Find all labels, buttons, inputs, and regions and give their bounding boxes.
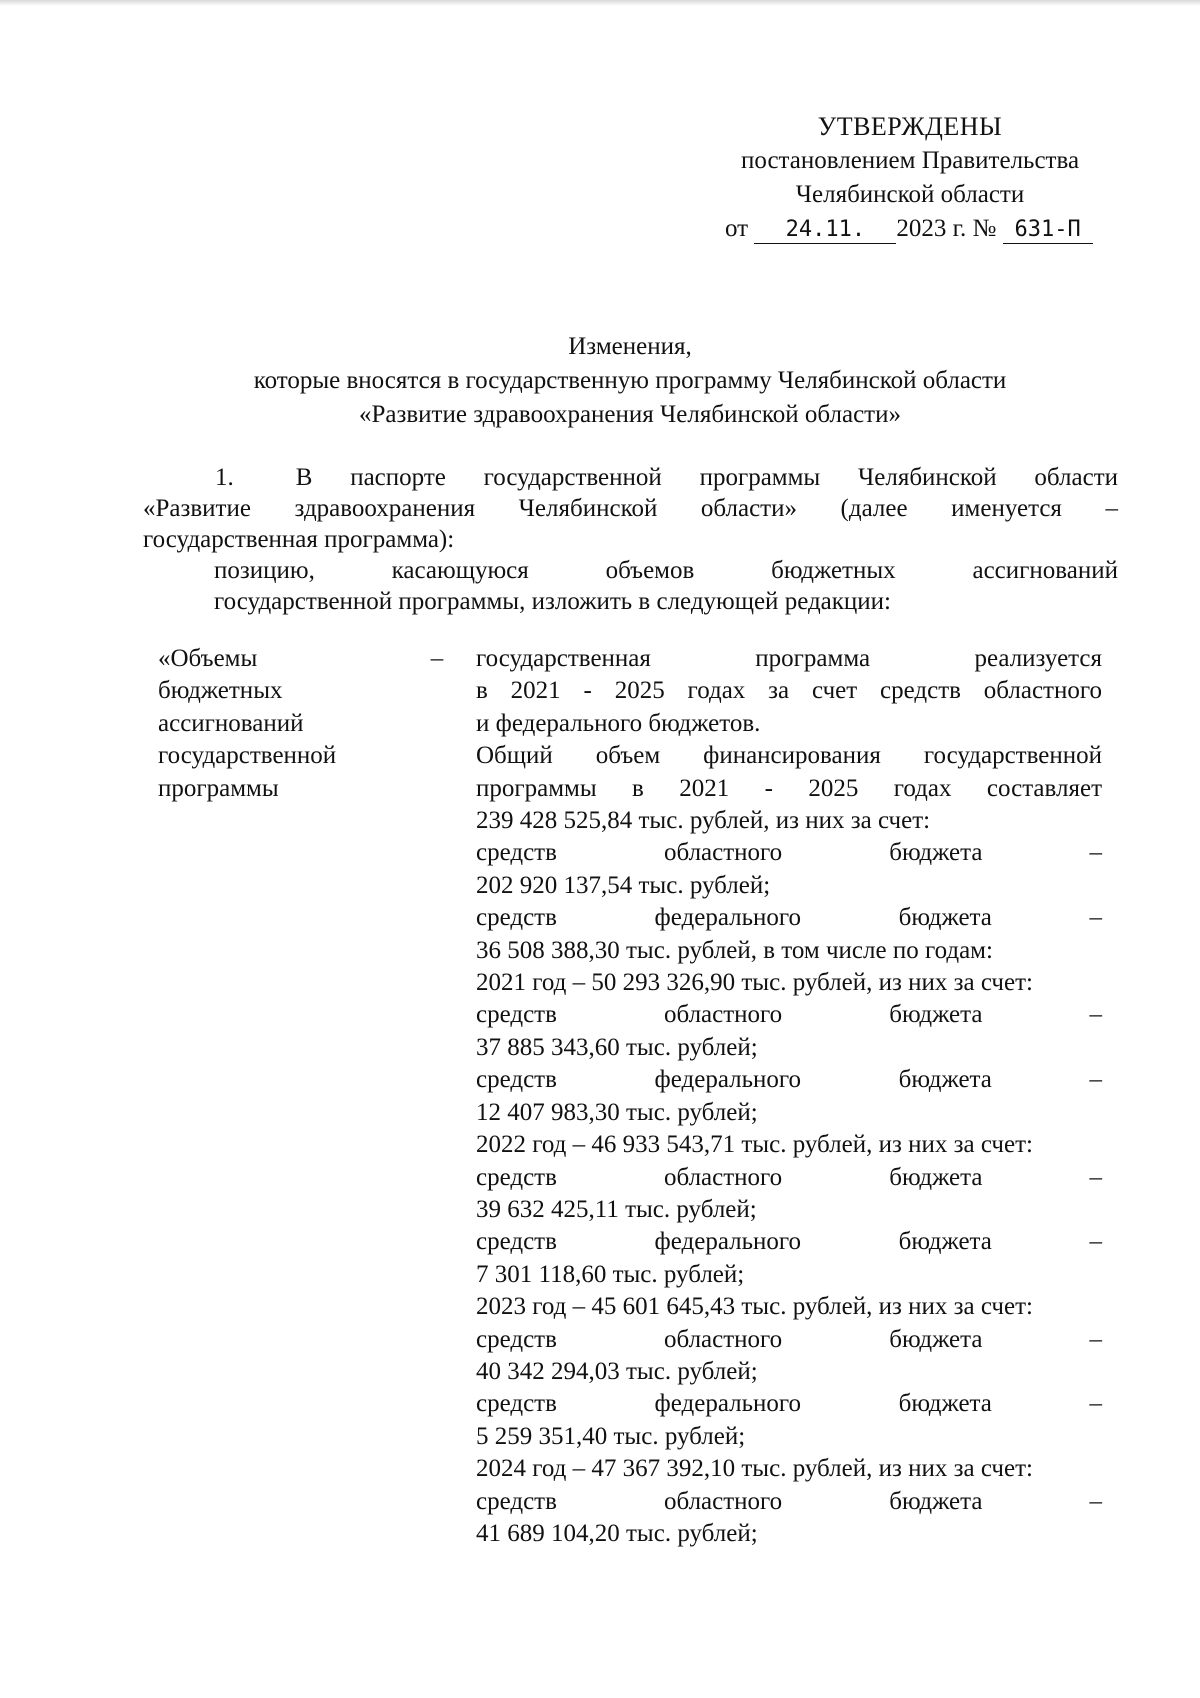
content-word: областного bbox=[663, 1001, 783, 1029]
approval-date-field: 24.11. bbox=[754, 217, 896, 244]
content-word: бюджета bbox=[889, 1487, 983, 1515]
content-word: средств bbox=[476, 1325, 557, 1353]
paragraph-1-line-1 bbox=[143, 462, 1118, 493]
content-word: – bbox=[1089, 1325, 1102, 1353]
content-line bbox=[476, 1486, 1102, 1518]
approved-region-line: Челябинской области bbox=[795, 181, 1025, 208]
position-name-line: программы bbox=[158, 774, 279, 802]
content-word: федерального bbox=[654, 1066, 802, 1094]
approved-by-line: постановлением Правительства bbox=[740, 147, 1080, 174]
content-word: – bbox=[1089, 904, 1102, 932]
content-word: областного bbox=[663, 839, 783, 867]
content-word: средств bbox=[476, 1390, 557, 1418]
content-line bbox=[476, 1388, 1102, 1420]
content-line: 2023 год – 45 601 645,43 тыс. рублей, из них за счет: bbox=[476, 1293, 1033, 1321]
separator-dash: – bbox=[430, 645, 444, 672]
content-word: бюджета bbox=[898, 904, 992, 932]
content-word: областного bbox=[663, 1325, 783, 1353]
approval-stamp bbox=[700, 110, 1120, 246]
paragraph-1-number: 1. bbox=[215, 464, 234, 491]
content-word: областного bbox=[663, 1163, 783, 1191]
content-word: бюджета bbox=[889, 839, 983, 867]
content-line bbox=[476, 1324, 1102, 1356]
content-word: федерального bbox=[654, 1390, 802, 1418]
content-line: 239 428 525,84 тыс. рублей, из них за счет: bbox=[476, 807, 931, 835]
title-line-3: «Развитие здравоохранения Челябинской области» bbox=[358, 401, 901, 428]
content-line: 2021 год – 50 293 326,90 тыс. рублей, из них за счет: bbox=[476, 969, 1033, 997]
content-line: 37 885 343,60 тыс. рублей; bbox=[476, 1033, 758, 1061]
content-word: средств bbox=[476, 904, 557, 932]
content-line bbox=[476, 1064, 1102, 1096]
content-line: программы в 2021 - 2025 годах составляет bbox=[476, 774, 1102, 802]
content-word: бюджета bbox=[898, 1066, 992, 1094]
document-body bbox=[143, 462, 1118, 617]
content-line: 40 342 294,03 тыс. рублей; bbox=[476, 1357, 758, 1385]
paragraph-1-text-1: В паспорте государственной программы Челябинской области bbox=[295, 464, 1118, 491]
from-label: от bbox=[725, 215, 749, 242]
approved-heading: УТВЕРЖДЕНЫ bbox=[817, 112, 1003, 141]
position-name-line: ассигнований bbox=[158, 709, 304, 737]
content-line: 36 508 388,30 тыс. рублей, в том числе по годам: bbox=[476, 936, 993, 964]
content-line: в 2021 - 2025 годах за счет средств областного bbox=[476, 677, 1102, 705]
content-word: средств bbox=[476, 1001, 557, 1029]
paragraph-2-line-1: позицию, касающуюся объемов бюджетных ассигнований bbox=[214, 557, 1118, 584]
content-word: – bbox=[1089, 1487, 1102, 1515]
year-number-label: 2023 г. № bbox=[896, 215, 997, 242]
content-word: – bbox=[1089, 1228, 1102, 1256]
position-name-line: бюджетных bbox=[158, 677, 283, 705]
content-line: 2022 год – 46 933 543,71 тыс. рублей, из них за счет: bbox=[476, 1131, 1033, 1159]
content-line bbox=[476, 1162, 1102, 1194]
position-name-line: государственной bbox=[158, 742, 337, 770]
paragraph-1-line-3: государственная программа): bbox=[143, 526, 455, 553]
title-line-2: которые вносятся в государственную программу Челябинской области bbox=[253, 367, 1007, 394]
position-content-column bbox=[476, 643, 1102, 1550]
content-line bbox=[476, 999, 1102, 1031]
content-word: бюджета bbox=[898, 1390, 992, 1418]
content-word: средств bbox=[476, 1163, 557, 1191]
content-word: бюджета bbox=[889, 1001, 983, 1029]
position-name-line: «Объемы bbox=[158, 645, 258, 672]
scan-edge-shadow bbox=[0, 0, 1200, 6]
content-word: бюджета bbox=[889, 1163, 983, 1191]
content-line: 39 632 425,11 тыс. рублей; bbox=[476, 1195, 757, 1223]
content-word: средств bbox=[476, 1228, 557, 1256]
content-line: 12 407 983,30 тыс. рублей; bbox=[476, 1098, 758, 1126]
paragraph-2-line-2: государственной программы, изложить в следующей редакции: bbox=[214, 588, 892, 615]
content-word: средств bbox=[476, 839, 557, 867]
content-word: – bbox=[1089, 1163, 1102, 1191]
content-line bbox=[476, 902, 1102, 934]
content-word: бюджета bbox=[898, 1228, 992, 1256]
position-name-column bbox=[158, 643, 398, 805]
content-word: – bbox=[1089, 839, 1102, 867]
content-word: – bbox=[1089, 1066, 1102, 1094]
approval-number-field: 631-П bbox=[1003, 217, 1093, 244]
content-line bbox=[476, 1226, 1102, 1258]
document-title bbox=[140, 330, 1120, 432]
content-line: 7 301 118,60 тыс. рублей; bbox=[476, 1260, 745, 1288]
paragraph-1-line-2: «Развитие здравоохранения Челябинской области» (далее именуется – bbox=[143, 495, 1118, 522]
content-line: 41 689 104,20 тыс. рублей; bbox=[476, 1519, 758, 1547]
content-word: – bbox=[1089, 1390, 1102, 1418]
content-word: бюджета bbox=[889, 1325, 983, 1353]
content-line: 202 920 137,54 тыс. рублей; bbox=[476, 871, 771, 899]
content-line bbox=[476, 837, 1102, 869]
content-line: государственная программа реализуется bbox=[476, 645, 1102, 672]
content-line: 2024 год – 47 367 392,10 тыс. рублей, из них за счет: bbox=[476, 1455, 1033, 1483]
content-word: областного bbox=[663, 1487, 783, 1515]
content-word: средств bbox=[476, 1487, 557, 1515]
content-word: – bbox=[1089, 1001, 1102, 1029]
content-word: федерального bbox=[654, 1228, 802, 1256]
approval-date-line bbox=[700, 212, 1120, 246]
title-line-1: Изменения, bbox=[568, 333, 692, 360]
content-line: 5 259 351,40 тыс. рублей; bbox=[476, 1422, 746, 1450]
content-line: Общий объем финансирования государственной bbox=[476, 742, 1102, 770]
content-line: и федерального бюджетов. bbox=[476, 709, 761, 737]
content-word: средств bbox=[476, 1066, 557, 1094]
content-word: федерального bbox=[654, 904, 802, 932]
